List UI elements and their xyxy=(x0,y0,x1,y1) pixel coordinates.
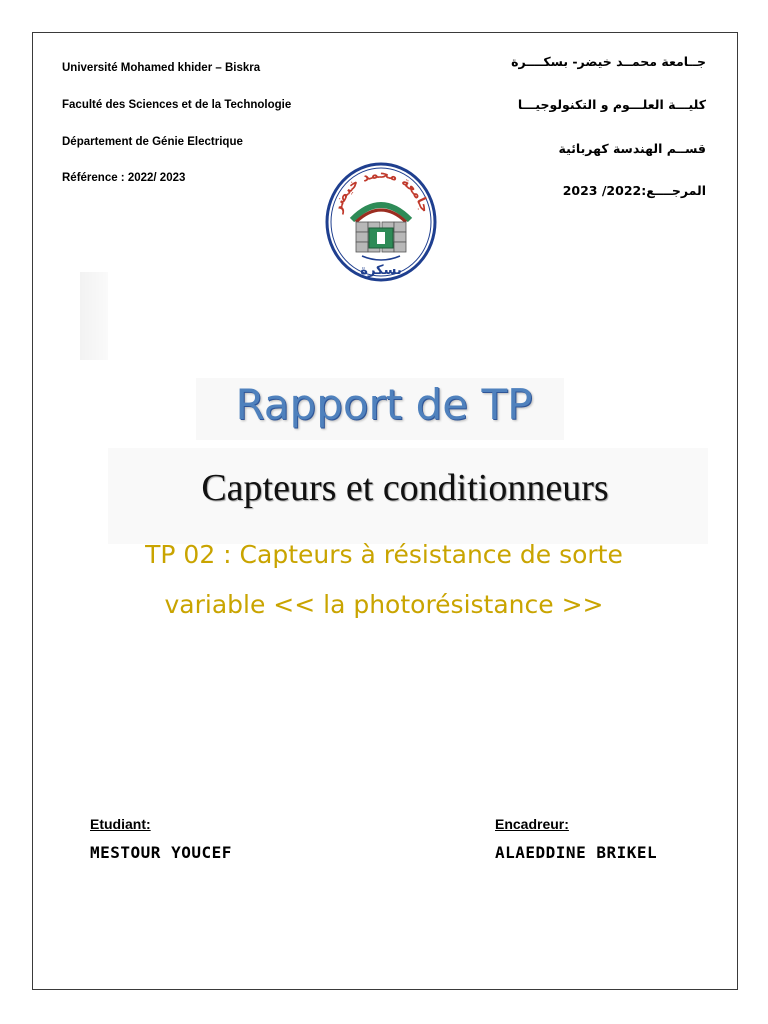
university-name-ar: جــامعة محمــد خيضر- بسكــــرة xyxy=(511,54,706,69)
svg-text:بسكرة: بسكرة xyxy=(360,263,402,278)
reference-fr: Référence : 2022/ 2023 xyxy=(62,172,186,184)
department-name-fr: Département de Génie Electrique xyxy=(62,136,243,148)
faculty-name-ar: كليـــة العلـــوم و التكنولوجيـــا xyxy=(517,97,706,112)
student-name: MESTOUR YOUCEF xyxy=(90,843,232,862)
background-shade xyxy=(80,272,108,360)
tp-title-line-2: variable << la photorésistance >> xyxy=(164,590,604,619)
university-seal-icon xyxy=(322,160,440,284)
course-title: Capteurs et conditionneurs xyxy=(201,467,609,509)
university-name-fr: Université Mohamed khider – Biskra xyxy=(62,62,261,74)
svg-text:جامعة محمد خيضر: جامعة محمد خيضر xyxy=(330,166,432,215)
reference-ar: المرجــــع:2022/ 2023 xyxy=(562,183,706,198)
report-title: Rapport de TP xyxy=(235,380,533,429)
tp-title-line-1: TP 02 : Capteurs à résistance de sorte xyxy=(145,540,623,569)
student-label: Etudiant: xyxy=(90,816,151,832)
supervisor-name: ALAEDDINE BRIKEL xyxy=(495,843,658,862)
faculty-name-fr: Faculté des Sciences et de la Technologie xyxy=(62,99,292,111)
department-name-ar: قســم الهندسة كهربائية xyxy=(558,141,706,156)
supervisor-label: Encadreur: xyxy=(495,816,569,832)
